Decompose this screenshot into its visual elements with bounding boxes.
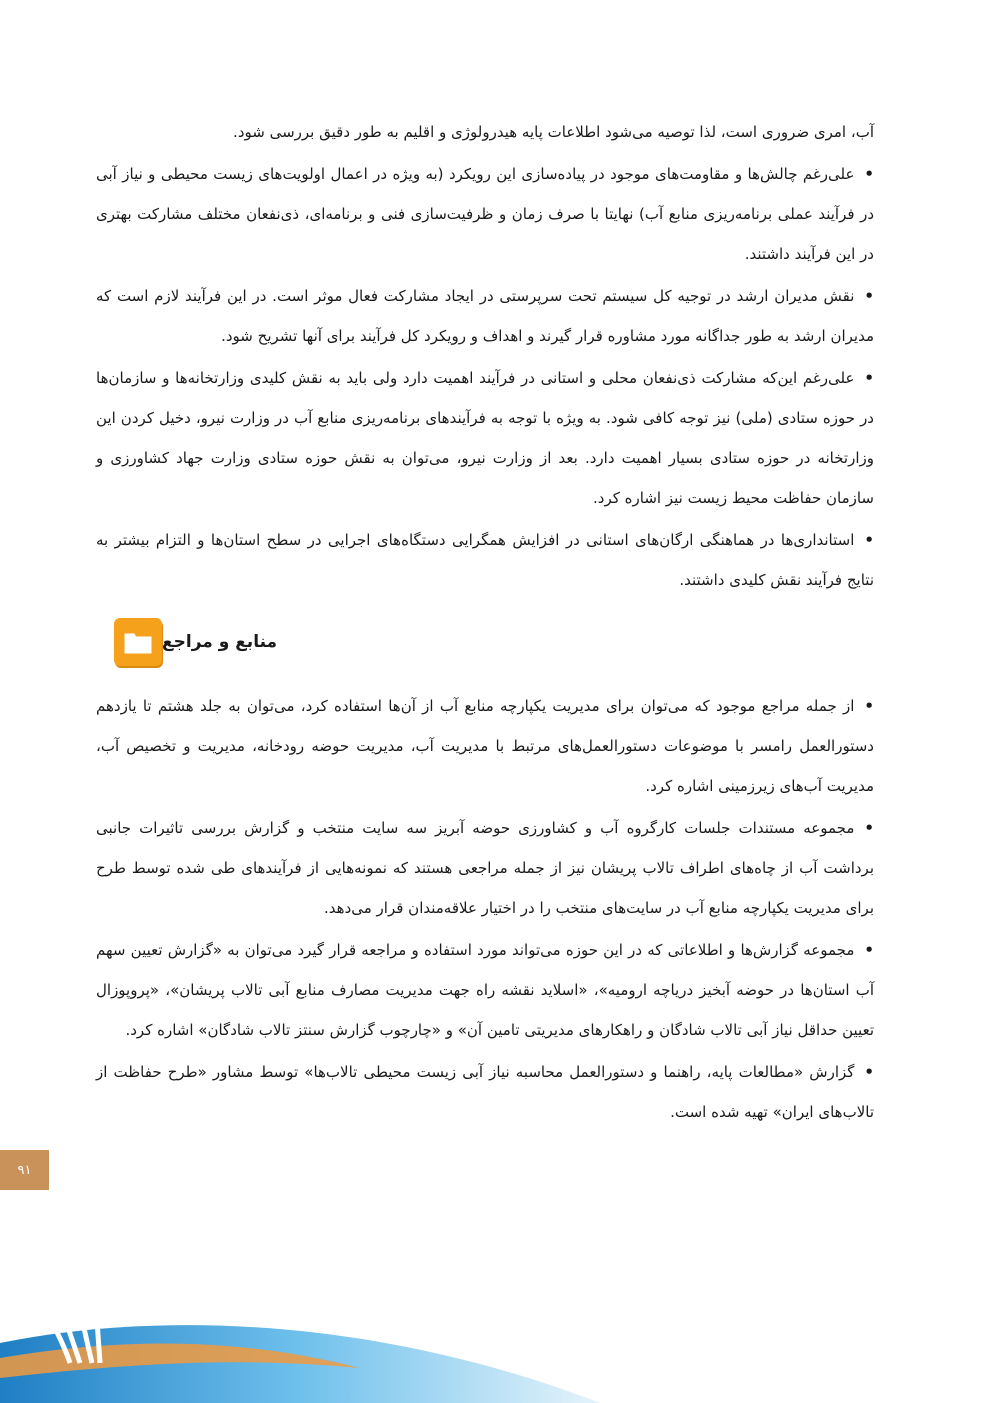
- paragraph: آب، امری ضروری است، لذا توصیه می‌شود اطلاعات پایه هیدرولوژی و اقلیم به طور دقیق بررسی شود.: [233, 123, 874, 141]
- section-heading: [96, 614, 874, 670]
- section-title: منابع و مراجع: [162, 632, 278, 652]
- page-number: ۹۱: [17, 1162, 32, 1178]
- paragraph: • نقش مدیران ارشد در توجیه کل سیستم تحت سرپرستی در ایجاد مشارکت فعال موثر است. در این فرآیند لازم است که مدیران ارشد به طور جداگانه مورد مشاوره قرار گیرند و اهداف و رویکرد کل فرآیند برای آنها تشریح شود.: [96, 276, 874, 356]
- paragraph: • استانداری‌ها در هماهنگی ارگان‌های استانی در افزایش همگرایی دستگاه‌های اجرایی در سطح استان‌ها و التزام بیشتر به نتایج فرآیند نقش کلیدی داشتند.: [96, 520, 874, 600]
- paragraph: • گزارش «مطالعات پایه، راهنما و دستورالعمل محاسبه نیاز آبی زیست محیطی تالاب‌ها» توسط مشاور «طرح حفاظت از تالاب‌های ایران» تهیه شده است.: [96, 1052, 874, 1132]
- paragraph: • علی‌رغم این‌که مشارکت ذی‌نفعان محلی و استانی در فرآیند اهمیت دارد ولی باید به نقش کلیدی وزارتخانه‌ها و سازمان‌ها در حوزه ستادی (ملی) نیز توجه کافی شود. به ویژه با توجه به فرآیندهای برنامه‌ریزی منابع آب در وزارت نیرو، دخیل کردن این وزارتخانه در حوزه ستادی بسیار اهمیت دارد. بعد از وزارت نیرو، می‌توان به نقش حوزه ستادی وزارت جهاد کشاورزی و سازمان حفاظت محیط زیست نیز اشاره کرد.: [96, 358, 874, 518]
- intro-paragraphs: [96, 112, 874, 600]
- paragraph: • از جمله مراجع موجود که می‌توان برای مدیریت یکپارچه منابع آب از آن‌ها استفاده کرد، می‌توان به جلد هشتم تا یازدهم دستورالعمل رامسر با موضوعات دستورالعمل‌های مرتبط با مدیریت آب، مدیریت حوضه رودخانه، مدیریت و تخصیص آب، مدیریت آب‌های زیرزمینی اشاره کرد.: [96, 686, 874, 806]
- footer-wave-decoration: [0, 1183, 992, 1403]
- page-body: [96, 112, 874, 1134]
- paragraph: • مجموعه گزارش‌ها و اطلاعاتی که در این حوزه می‌تواند مورد استفاده و مراجعه قرار گیرد می‌توان به «گزارش تعیین سهم آب استان‌ها در حوضه آبخیز دریاچه ارومیه»، «اسلاید نقشه راه جهت مدیریت مصارف منابع آبی تالاب پریشان»، «پروپوزال تعیین حداقل نیاز آبی تالاب شادگان و راهکارهای مدیریتی تامین آن» و «چارچوب گزارش سنتز تالاب شادگان» اشاره کرد.: [96, 930, 874, 1050]
- paragraph: • علی‌رغم چالش‌ها و مقاومت‌های موجود در پیاده‌سازی این رویکرد (به ویژه در اعمال اولویت‌های زیست محیطی و نیاز آبی در فرآیند عملی برنامه‌ریزی منابع آب) نهایتا با صرف زمان و ظرفیت‌سازی فنی و برنامه‌ای، ذی‌نفعان مختلف مشارکت بهتری در این فرآیند داشتند.: [96, 154, 874, 274]
- folder-icon: [114, 618, 162, 666]
- reference-paragraphs: [96, 686, 874, 1132]
- paragraph: • مجموعه مستندات جلسات کارگروه آب و کشاورزی حوضه آبریز سه سایت منتخب و گزارش بررسی تاثیرات جانبی برداشت آب از چاه‌های اطراف تالاب پریشان نیز از جمله مراجعی هستند که نمونه‌هایی از فرآیندهای طی شده توسط طرح برای مدیریت یکپارچه منابع آب در سایت‌های منتخب را در اختیار علاقه‌مندان قرار می‌دهد.: [96, 808, 874, 928]
